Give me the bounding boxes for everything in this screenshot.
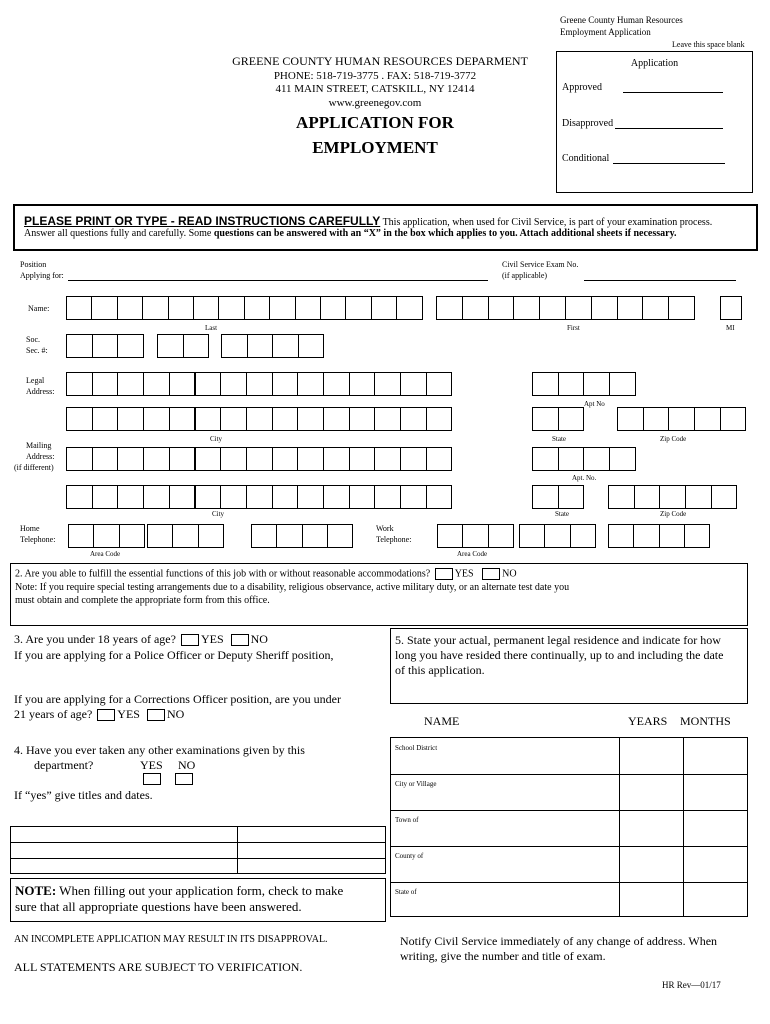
q2-no-label: NO (502, 568, 517, 580)
work-phone-char-box[interactable] (519, 524, 545, 548)
legal-city-state-zip-char-box[interactable] (323, 407, 350, 431)
name-char-box[interactable] (295, 296, 321, 320)
q2-text: 2. Are you able to fulfill the essential functions of this job with or without reasonable accommodations? (15, 568, 431, 580)
page-title-line2: EMPLOYMENT (312, 138, 438, 157)
legal-address-char-box[interactable] (117, 372, 144, 396)
legal-address-char-box[interactable] (426, 372, 453, 396)
name-label: Name: (28, 304, 50, 313)
home-phone-char-box[interactable] (251, 524, 277, 548)
work-phone-char-box[interactable] (570, 524, 596, 548)
legal-address-char-box[interactable] (195, 372, 222, 396)
legal-address-char-box[interactable] (297, 372, 324, 396)
name-char-box[interactable] (539, 296, 566, 320)
name-char-box[interactable] (193, 296, 219, 320)
ssn-char-box[interactable] (92, 334, 119, 358)
mailing-city-state-zip-char-box[interactable] (634, 485, 661, 509)
q4-yes-label: YES (140, 758, 163, 772)
q4-text-2: department? (34, 758, 94, 772)
mailing-address-char-box[interactable] (66, 447, 93, 471)
legal-address-char-box[interactable] (323, 372, 350, 396)
exam-history-table[interactable] (10, 826, 386, 874)
question-5-box (390, 628, 748, 704)
name-char-box[interactable] (668, 296, 695, 320)
note-text-2: sure that all appropriate questions have been answered. (15, 899, 302, 914)
q5-text-1: 5. State your actual, permanent legal residence and indicate for how (395, 633, 721, 647)
home-phone-char-box[interactable] (276, 524, 302, 548)
legal-city-state-zip-char-box[interactable] (143, 407, 170, 431)
phone-fax: PHONE: 518-719-3775 . FAX: 518-719-3772 (273, 70, 477, 82)
legal-city-state-zip-char-box[interactable] (400, 407, 427, 431)
col-months-header: MONTHS (680, 714, 731, 728)
ssn-label-1: Soc. (26, 335, 40, 344)
q2-yes-checkbox[interactable] (435, 568, 453, 580)
website: www.greenegov.com (328, 97, 422, 109)
legal-city-state-zip-char-box[interactable] (426, 407, 453, 431)
notify-text-2: writing, give the number and title of exam. (400, 949, 606, 963)
q2-note-1: Note: If you require special testing arrangements due to a disability, religious observance, active military duty, or an alternate test date you (15, 582, 570, 593)
q4-text-1: 4. Have you ever taken any other examinations given by this (14, 743, 305, 757)
q4-no-checkbox[interactable] (175, 773, 193, 785)
work-phone-label-2: Telephone: (376, 535, 412, 544)
question-2-box (10, 563, 748, 626)
legal-address-char-box[interactable] (532, 372, 559, 396)
q3-yes-label: YES (200, 632, 224, 646)
mailing-label-1: Mailing (26, 441, 52, 450)
name-char-box[interactable] (462, 296, 489, 320)
legal-city-state-zip-char-box[interactable] (195, 407, 222, 431)
mailing-address-char-box[interactable] (117, 447, 144, 471)
residence-row-city: City or Village (395, 780, 437, 788)
mailing-address-char-box[interactable] (92, 447, 119, 471)
name-char-box[interactable] (66, 296, 92, 320)
legal-city-state-zip-char-box[interactable] (92, 407, 119, 431)
residence-table[interactable] (390, 737, 748, 917)
exam-number-field[interactable] (584, 280, 736, 281)
ssn-char-box[interactable] (272, 334, 299, 358)
legal-address-char-box[interactable] (400, 372, 427, 396)
mailing-city-state-zip-char-box[interactable] (711, 485, 738, 509)
mi-caption: MI (726, 324, 735, 332)
name-char-box[interactable] (565, 296, 592, 320)
home-phone-char-box[interactable] (119, 524, 145, 548)
mailing-city-state-zip-char-box[interactable] (400, 485, 427, 509)
last-name-caption: Last (205, 324, 218, 332)
mailing-city-state-zip-char-box[interactable] (297, 485, 324, 509)
mailing-city-state-zip-char-box[interactable] (117, 485, 144, 509)
name-char-box[interactable] (345, 296, 371, 320)
legal-city-state-zip-char-box[interactable] (297, 407, 324, 431)
legal-city-state-zip-char-box[interactable] (617, 407, 644, 431)
residence-row-school: School District (395, 744, 438, 752)
legal-address-char-box[interactable] (583, 372, 610, 396)
q3-corr-no-checkbox[interactable] (147, 709, 165, 721)
q5-text-2: long you have resided there continually, up to and including the date (395, 648, 724, 662)
verification-notice: ALL STATEMENTS ARE SUBJECT TO VERIFICATION. (14, 960, 303, 974)
mailing-city-state-zip-char-box[interactable] (169, 485, 196, 509)
q3-no-checkbox[interactable] (231, 634, 249, 646)
exam-label: Civil Service Exam No. (502, 260, 579, 269)
residence-row-county: County of (395, 852, 424, 860)
residence-row-state: State of (395, 888, 417, 896)
name-char-box[interactable] (396, 296, 422, 320)
work-phone-char-box[interactable] (633, 524, 659, 548)
applying-label: Applying for: (20, 271, 64, 280)
legal-label-2: Address: (26, 387, 55, 396)
name-char-box[interactable] (117, 296, 143, 320)
q4-titles-label: If “yes” give titles and dates. (14, 788, 153, 802)
mailing-address-char-box[interactable] (374, 447, 401, 471)
mailing-city-state-zip-char-box[interactable] (685, 485, 712, 509)
q4-yes-checkbox[interactable] (143, 773, 161, 785)
mailing-address-char-box[interactable] (169, 447, 196, 471)
legal-address-char-box[interactable] (609, 372, 636, 396)
mailing-city-state-zip-char-box[interactable] (374, 485, 401, 509)
state-caption: State (552, 435, 566, 443)
legal-address-char-box[interactable] (558, 372, 585, 396)
mailing-city-state-zip-char-box[interactable] (659, 485, 686, 509)
office-use-box (556, 51, 753, 193)
col-name-header: NAME (424, 714, 460, 728)
ssn-label-2: Sec. #: (26, 346, 48, 355)
mailing-address-char-box[interactable] (558, 447, 585, 471)
mailing-address-char-box[interactable] (220, 447, 247, 471)
office-box-heading: Application (630, 58, 679, 69)
q5-text-3: of this application. (395, 663, 485, 677)
ssn-char-box[interactable] (66, 334, 93, 358)
name-char-box[interactable] (642, 296, 669, 320)
legal-city-state-zip-char-box[interactable] (643, 407, 670, 431)
home-area-code-caption: Area Code (90, 550, 121, 558)
name-char-box[interactable] (142, 296, 168, 320)
revision-note: HR Rev—01/17 (662, 980, 721, 990)
mailing-city-state-zip-char-box[interactable] (66, 485, 93, 509)
note-label: NOTE: (15, 883, 57, 898)
city-caption-2: City (212, 510, 225, 518)
mailing-city-state-zip-char-box[interactable] (92, 485, 119, 509)
ssn-char-box[interactable] (183, 334, 210, 358)
work-phone-char-box[interactable] (488, 524, 514, 548)
q4-no-label: NO (178, 758, 196, 772)
legal-city-state-zip-char-box[interactable] (349, 407, 376, 431)
position-field[interactable] (68, 280, 488, 281)
mailing-city-state-zip-char-box[interactable] (349, 485, 376, 509)
name-char-box[interactable] (269, 296, 295, 320)
mailing-address-char-box[interactable] (246, 447, 273, 471)
home-phone-char-box[interactable] (147, 524, 173, 548)
legal-city-state-zip-char-box[interactable] (220, 407, 247, 431)
approved-label: Approved (562, 82, 602, 93)
home-phone-char-box[interactable] (68, 524, 94, 548)
name-char-box[interactable] (436, 296, 463, 320)
q3-corr-no-label: NO (166, 707, 185, 721)
mailing-address-char-box[interactable] (609, 447, 636, 471)
work-phone-char-box[interactable] (437, 524, 463, 548)
instructions-text-2: Answer all questions fully and carefully. Some (24, 228, 214, 239)
note-text-1: When filling out your application form, check to make (56, 883, 344, 898)
mailing-address-char-box[interactable] (400, 447, 427, 471)
ssn-char-box[interactable] (298, 334, 325, 358)
mailing-city-state-zip-char-box[interactable] (558, 485, 585, 509)
name-char-box[interactable] (617, 296, 644, 320)
disapproved-label: Disapproved (562, 118, 614, 129)
work-phone-char-box[interactable] (462, 524, 488, 548)
home-phone-char-box[interactable] (172, 524, 198, 548)
incomplete-warning: AN INCOMPLETE APPLICATION MAY RESULT IN ITS DISAPPROVAL. (14, 934, 328, 945)
note-box (10, 878, 386, 922)
mailing-city-state-zip-char-box[interactable] (323, 485, 350, 509)
q2-no-checkbox[interactable] (482, 568, 500, 580)
mailing-city-state-zip-char-box[interactable] (608, 485, 635, 509)
work-phone-char-box[interactable] (684, 524, 710, 548)
legal-city-state-zip-char-box[interactable] (720, 407, 747, 431)
legal-address-char-box[interactable] (169, 372, 196, 396)
department-name: GREENE COUNTY HUMAN RESOURCES DEPARMENT (232, 54, 528, 68)
disapproved-line (615, 128, 723, 129)
legal-city-state-zip-char-box[interactable] (558, 407, 585, 431)
legal-city-state-zip-char-box[interactable] (272, 407, 299, 431)
mailing-label-2: Address: (26, 452, 55, 461)
q3-yes-checkbox[interactable] (181, 634, 199, 646)
mailing-address-char-box[interactable] (349, 447, 376, 471)
mailing-city-state-zip-char-box[interactable] (246, 485, 273, 509)
position-label: Position (20, 260, 47, 269)
mailing-city-state-zip-char-box[interactable] (532, 485, 559, 509)
zip-caption-2: Zip Code (660, 510, 687, 518)
legal-city-state-zip-char-box[interactable] (532, 407, 559, 431)
mailing-address-char-box[interactable] (532, 447, 559, 471)
name-char-box[interactable] (244, 296, 270, 320)
name-char-box[interactable] (591, 296, 618, 320)
q3-text: 3. Are you under 18 years of age? (14, 632, 176, 646)
header-agency: Greene County Human Resources (560, 15, 683, 25)
header-form-name: Employment Application (560, 27, 651, 37)
instructions-text: This application, when used for Civil Service, is part of your examination process. (380, 217, 713, 228)
work-phone-char-box[interactable] (608, 524, 634, 548)
legal-address-char-box[interactable] (374, 372, 401, 396)
apt-caption: Apt No (584, 400, 605, 408)
city-caption: City (210, 435, 223, 443)
legal-city-state-zip-char-box[interactable] (374, 407, 401, 431)
legal-address-char-box[interactable] (220, 372, 247, 396)
name-char-box[interactable] (218, 296, 244, 320)
name-char-box[interactable] (168, 296, 194, 320)
name-char-box[interactable] (513, 296, 540, 320)
mailing-address-char-box[interactable] (272, 447, 299, 471)
q3-corr-yes-checkbox[interactable] (97, 709, 115, 721)
ssn-char-box[interactable] (221, 334, 248, 358)
mailing-address-char-box[interactable] (195, 447, 222, 471)
home-phone-label-2: Telephone: (20, 535, 56, 544)
ssn-char-box[interactable] (157, 334, 184, 358)
q2-yes-label: YES (454, 568, 474, 580)
instructions-heading: PLEASE PRINT OR TYPE - READ INSTRUCTIONS CAREFULLY (24, 214, 381, 228)
exam-sub-label: (if applicable) (502, 271, 548, 280)
mailing-address-char-box[interactable] (583, 447, 610, 471)
instructions-box (13, 204, 758, 251)
conditional-label: Conditional (562, 153, 610, 164)
home-phone-char-box[interactable] (327, 524, 353, 548)
state-caption-2: State (555, 510, 569, 518)
q3-police: If you are applying for a Police Officer or Deputy Sheriff position, (14, 648, 334, 662)
home-phone-char-box[interactable] (93, 524, 119, 548)
legal-city-state-zip-char-box[interactable] (169, 407, 196, 431)
legal-city-state-zip-char-box[interactable] (117, 407, 144, 431)
mailing-city-state-zip-char-box[interactable] (143, 485, 170, 509)
name-char-box[interactable] (91, 296, 117, 320)
work-phone-char-box[interactable] (659, 524, 685, 548)
work-area-code-caption: Area Code (457, 550, 488, 558)
residence-row-town: Town of (395, 816, 419, 824)
first-name-caption: First (567, 324, 580, 332)
work-phone-char-box[interactable] (544, 524, 570, 548)
legal-city-state-zip-char-box[interactable] (66, 407, 93, 431)
approved-line (623, 92, 723, 93)
q3-corr-yes-label: YES (117, 707, 140, 721)
q3-no-label: NO (250, 632, 268, 646)
legal-city-state-zip-char-box[interactable] (246, 407, 273, 431)
legal-address-char-box[interactable] (272, 372, 299, 396)
name-char-box[interactable] (371, 296, 397, 320)
ssn-char-box[interactable] (117, 334, 144, 358)
ssn-char-box[interactable] (247, 334, 274, 358)
mailing-label-3: (if different) (14, 463, 54, 472)
legal-city-state-zip-char-box[interactable] (694, 407, 721, 431)
mailing-address-char-box[interactable] (426, 447, 453, 471)
address: 411 MAIN STREET, CATSKILL, NY 12414 (275, 83, 475, 95)
q2-note-2: must obtain and complete the appropriate form from this office. (15, 595, 270, 606)
mailing-address-char-box[interactable] (297, 447, 324, 471)
q3-corrections-1: If you are applying for a Corrections Officer position, are you under (14, 692, 342, 706)
notify-text-1: Notify Civil Service immediately of any change of address. When (400, 934, 718, 948)
mailing-address-char-box[interactable] (323, 447, 350, 471)
mailing-address-char-box[interactable] (143, 447, 170, 471)
home-phone-char-box[interactable] (198, 524, 224, 548)
legal-label-1: Legal (26, 376, 45, 385)
apt-caption-2: Apt. No. (572, 474, 597, 482)
name-char-box[interactable] (488, 296, 515, 320)
legal-address-char-box[interactable] (349, 372, 376, 396)
home-phone-label-1: Home (20, 524, 40, 533)
instructions-bold-2: questions can be answered with an “X” in the box which applies to you. Attach additional sheets if necessary. (213, 228, 677, 239)
legal-address-char-box[interactable] (66, 372, 93, 396)
q3-corrections-2: 21 years of age? (14, 707, 93, 721)
legal-address-char-box[interactable] (92, 372, 119, 396)
home-phone-char-box[interactable] (302, 524, 328, 548)
name-char-box[interactable] (720, 296, 742, 320)
legal-city-state-zip-char-box[interactable] (668, 407, 695, 431)
conditional-line (613, 163, 725, 164)
blank-note: Leave this space blank (672, 40, 745, 49)
name-char-box[interactable] (320, 296, 346, 320)
legal-address-char-box[interactable] (246, 372, 273, 396)
col-years-header: YEARS (628, 714, 668, 728)
mailing-city-state-zip-char-box[interactable] (426, 485, 453, 509)
mailing-city-state-zip-char-box[interactable] (272, 485, 299, 509)
work-phone-label-1: Work (376, 524, 394, 533)
mailing-city-state-zip-char-box[interactable] (220, 485, 247, 509)
mailing-city-state-zip-char-box[interactable] (195, 485, 222, 509)
legal-address-char-box[interactable] (143, 372, 170, 396)
zip-caption: Zip Code (660, 435, 687, 443)
page-title-line1: APPLICATION FOR (296, 113, 454, 132)
